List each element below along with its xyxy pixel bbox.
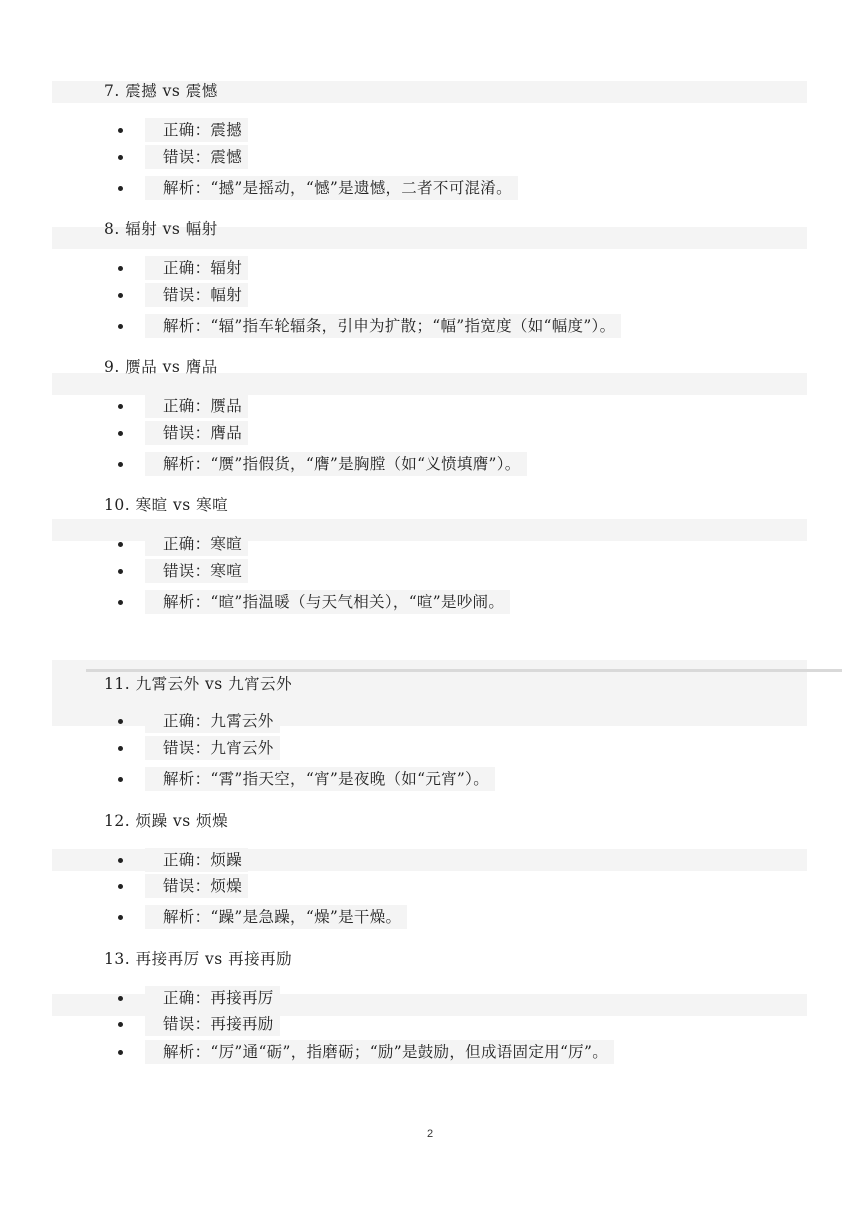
note-text: 解析：“赝”指假货，“膺”是胸膛（如“义愤填膺”）。 [145, 452, 527, 476]
bullet-icon [118, 746, 123, 751]
bullet-icon [118, 858, 123, 863]
entry-9-note [118, 452, 527, 476]
note-text: 解析：“暄”指温暖（与天气相关），“喧”是吵闹。 [145, 590, 510, 614]
bullet-icon [118, 996, 123, 1001]
entry-13-heading: 13. 再接再厉 vs 再接再励 [104, 950, 293, 968]
wrong-text: 错误：幅射 [145, 283, 248, 307]
entry-10-note [118, 590, 510, 614]
note-text: 解析：“躁”是急躁，“燥”是干燥。 [145, 905, 407, 929]
entry-7-correct [118, 118, 248, 142]
entry-8-note [118, 314, 621, 338]
entry-10-wrong [118, 559, 248, 583]
entry-7-wrong [118, 145, 248, 169]
bullet-icon [118, 1050, 123, 1055]
wrong-text: 错误：烦燥 [145, 874, 248, 898]
entry-13-note [118, 1040, 614, 1064]
note-text: 解析：“厉”通“砺”，指磨砺；“励”是鼓励，但成语固定用“厉”。 [145, 1040, 614, 1064]
entry-7-note [118, 176, 518, 200]
page-number: 2 [426, 1128, 434, 1140]
entry-7-heading: 7. 震撼 vs 震憾 [104, 82, 218, 100]
bullet-icon [118, 128, 123, 133]
wrong-text: 错误：震憾 [145, 145, 248, 169]
bullet-icon [118, 1022, 123, 1027]
bullet-icon [118, 462, 123, 467]
bullet-icon [118, 324, 123, 329]
entry-11-wrong [118, 736, 280, 760]
correct-text: 正确：烦躁 [145, 848, 248, 872]
entry-12-correct [118, 848, 248, 872]
entry-11-heading: 11. 九霄云外 vs 九宵云外 [104, 675, 293, 693]
entry-12-wrong [118, 874, 248, 898]
correct-text: 正确：寒暄 [145, 532, 248, 556]
bullet-icon [118, 719, 123, 724]
bullet-icon [118, 915, 123, 920]
correct-text: 正确：赝品 [145, 394, 248, 418]
bullet-icon [118, 600, 123, 605]
correct-text: 正确：辐射 [145, 256, 248, 280]
entry-13-correct [118, 986, 280, 1010]
wrong-text: 错误：膺品 [145, 421, 248, 445]
entry-9-heading: 9. 赝品 vs 膺品 [104, 358, 218, 376]
bullet-icon [118, 542, 123, 547]
entry-12-note [118, 905, 407, 929]
bullet-icon [118, 155, 123, 160]
entry-8-heading: 8. 辐射 vs 幅射 [104, 220, 218, 238]
entry-10-correct [118, 532, 248, 556]
wrong-text: 错误：寒喧 [145, 559, 248, 583]
correct-text: 正确：九霄云外 [145, 709, 280, 733]
correct-text: 正确：再接再厉 [145, 986, 280, 1010]
bullet-icon [118, 777, 123, 782]
entry-13-wrong [118, 1012, 280, 1036]
bullet-icon [118, 404, 123, 409]
entry-9-wrong [118, 421, 248, 445]
bullet-icon [118, 186, 123, 191]
bullet-icon [118, 266, 123, 271]
entry-12-heading: 12. 烦躁 vs 烦燥 [104, 812, 229, 830]
correct-text: 正确：震撼 [145, 118, 248, 142]
entry-11-correct [118, 709, 280, 733]
note-text: 解析：“辐”指车轮辐条，引申为扩散；“幅”指宽度（如“幅度”）。 [145, 314, 621, 338]
wrong-text: 错误：再接再励 [145, 1012, 280, 1036]
bullet-icon [118, 431, 123, 436]
entry-9-correct [118, 394, 248, 418]
entry-8-correct [118, 256, 248, 280]
note-text: 解析：“霄”指天空，“宵”是夜晚（如“元宵”）。 [145, 767, 495, 791]
bullet-icon [118, 884, 123, 889]
entry-8-wrong [118, 283, 248, 307]
note-text: 解析：“撼”是摇动，“憾”是遗憾，二者不可混淆。 [145, 176, 518, 200]
section-divider [86, 669, 842, 672]
wrong-text: 错误：九宵云外 [145, 736, 280, 760]
bullet-icon [118, 293, 123, 298]
entry-10-heading: 10. 寒暄 vs 寒喧 [104, 496, 229, 514]
entry-11-note [118, 767, 495, 791]
bullet-icon [118, 569, 123, 574]
